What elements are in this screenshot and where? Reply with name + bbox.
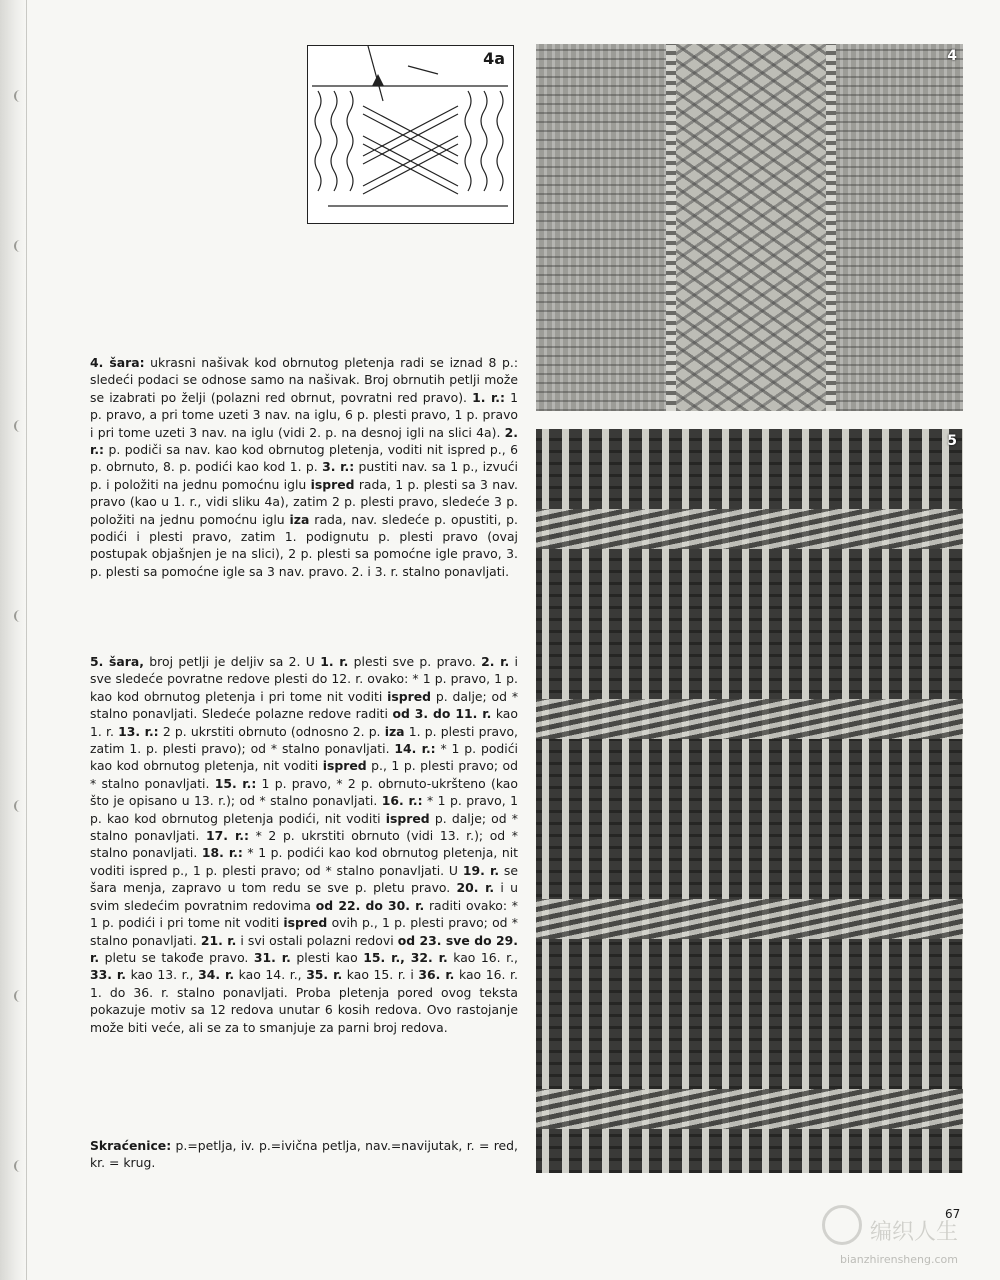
bold-text-run: 1. r. [320,654,349,669]
bold-text-run: 33. r. [90,967,126,983]
watermark-url: bianzhirensheng.com [840,1253,958,1266]
pattern-5-paragraph [90,653,518,1036]
bold-text-run: 35. r. [306,967,343,983]
binding-hole [14,990,24,1002]
text-run: 1 p. pravo, * 2 p. obrnuto-ukršteno (kao što je opisano u 13. r.); od * stalno ponavljati. [90,775,518,809]
text-run: pustiti nav. sa 1 p., izvući p. i položiti na jednu pomoćnu iglu [90,459,518,492]
text-run: ovih p., 1 p. plesti pravo; od * stalno ponavljati. [90,915,518,948]
text-run: pletu se takođe pravo. [99,949,254,965]
bold-text-run: 18. r.: [201,845,243,861]
pattern-4-paragraph [90,354,518,580]
text-run: kao 16. r. 1. do 36. r. stalno ponavljati. Proba pletenja pored ovog teksta pokazuje motiv sa 12 redova unutar 6 kosih redova. Ovo rastojanje može biti veće, ali se za to smanjuje za parni broj redova. [90,967,518,1035]
bold-text-run: od 22. do 30. r. [315,897,425,913]
binding-hole [14,90,24,102]
text-run: kao 15. r. i [342,967,419,983]
binding-hole [14,800,24,812]
bold-text-run: 34. r. [198,967,235,983]
bold-text-run: ispred [322,758,367,774]
diagram-label: 4a [483,49,505,68]
text-run: p.=petlja, iv. p.=ivična petlja, nav.=navijutak, r. = red, kr. = krug. [90,1138,518,1171]
text-run: 1. p. plesti pravo, zatim 1. p. plesti pravo); od * stalno ponavljati. [90,723,518,757]
bold-text-run: 19. r. [462,862,500,878]
bold-text-run: 20. r. [456,880,495,896]
slanted-row-band [536,509,963,549]
bold-text-run: ispred [385,810,430,826]
bold-text-run: 5. šara, [90,654,144,669]
text-run: i u svim sledećim povratnim redovima [90,880,518,913]
bold-text-run: 15. r., 32. r. [363,949,448,965]
knit-sample-photo-5 [536,429,963,1173]
watermark [822,1205,992,1269]
page-number: 67 [945,1207,961,1221]
binding-hole [14,420,24,432]
binding-hole [14,1160,24,1172]
text-run: p. dalje; od * stalno ponavljati. [90,810,518,844]
text-run: kao 16. r., [447,949,518,965]
bold-text-run: 15. r.: [214,775,257,791]
text-run: 2 p. ukrstiti obrnuto (odnosno 2. p. [158,723,385,739]
text-run: plesti sve p. pravo. [348,654,482,669]
text-run: i svi ostali polazni redovi [236,932,398,948]
text-run: i sve sledeće povratne redove plesti do 12. r. ovako: * 1 p. pravo, 1 p. kao kod obrnutog pletenja i pri tome nit voditi [90,654,518,704]
bold-text-run: ispred [387,688,432,704]
binding-hole [14,240,24,252]
text-run: 1 p. pravo, a pri tome uzeti 3 nav. na iglu, 6 p. plesti pravo, 1 p. pravo i pri tome uzeti 3 nav. na iglu (vidi 2. p. na desnoj igli na slici 4a). [90,389,518,440]
slanted-row-band [536,699,963,739]
cable-edge-left [666,44,676,411]
text-run: kao 14. r., [234,967,307,983]
bold-text-run: 21. r. [200,932,237,948]
bold-text-run: 3. r.: [322,459,355,475]
text-run: p. podiči sa nav. kao kod obrnutog pletenja, voditi nit ispred p., 6 p. obrnuto, 8. p. podići kao kod 1. p. [90,442,518,475]
slanted-row-band [536,899,963,939]
bold-text-run: 17. r.: [206,828,249,844]
stitch-diagram-4a [307,45,514,224]
photo-label-4: 4 [947,48,957,64]
page-binding [0,0,27,1280]
bold-text-run: 16. r.: [381,793,423,809]
cable-stitch-texture [676,44,826,411]
bold-text-run: 1. r.: [472,389,505,405]
text-run: kao 13. r., [125,967,199,983]
slanted-row-band [536,1089,963,1129]
photo-label-5: 5 [947,433,957,449]
bold-text-run: ispred [283,915,328,931]
bold-text-run: od 3. do 11. r. [392,706,492,722]
watermark-title: 编织人生 [870,1220,959,1245]
bold-text-run: iza [384,723,405,739]
bold-text-run: 36. r. [418,967,455,983]
text-run: p., 1 p. plesti pravo; od * stalno ponavljati. [90,758,518,791]
text-run: p. dalje; od * stalno ponavljati. Sledeće polazne redove raditi [90,688,519,722]
text-run: ukrasni našivak kod obrnutog pletenja radi se iznad 8 p.: sledeći podaci se odnose samo na našivak. Broj obrnutih petlji može se izabrati po želji (polazni red obrnut, povratni red pravo). [90,355,518,405]
bold-text-run: 13. r.: [118,723,159,739]
text-run: kao 1. r. [90,706,518,739]
stitch-diagram-drawing [308,46,512,222]
bold-text-run: 4. šara: [90,355,145,370]
pattern-5-instructions [90,653,518,1036]
text-run: se šara menja, zapravo u tom redu se sve p. pletu pravo. [90,862,518,896]
text-run: * 2 p. ukrstiti obrnuto (vidi 13. r.); od * stalno ponavljati. [90,828,518,861]
text-run: * 1 p. pravo, 1 p. kao kod obrnutog pletenja podići, nit voditi [90,793,518,826]
bold-text-run: 2. r. [481,654,510,669]
abbreviations [90,1137,518,1172]
knit-sample-photo-4 [536,44,963,411]
text-run: broj petlji je deljiv sa 2. U [143,654,321,669]
abbreviations-paragraph [90,1137,518,1172]
text-run: rada, nav. sledeće p. opustiti, p. podići i plesti pravo, zatim 1. podignutu p. plesti pravo (ovaj postupak objašnjen je na slici), 2 p. plesti sa pomoćne igle pravo, 3. p. plesti sa pomoćne igle sa 3 nav. pravo. 2. i 3. r. stalno ponavljati. [90,511,518,579]
bold-text-run: ispred [310,476,355,492]
text-run: * 1 p. podići kao kod obrnutog pletenja, nit voditi [90,741,518,774]
watermark-logo-icon [822,1205,862,1245]
bold-text-run: 31. r. [253,949,291,965]
pattern-4-instructions [90,354,518,580]
bold-text-run: od 23. sve do 29. r. [90,932,518,965]
text-run: raditi ovako: * 1 p. podići i pri tome nit voditi [90,897,518,931]
bold-text-run: iza [289,511,310,527]
bold-text-run: 2. r.: [90,424,518,458]
binding-hole [14,610,24,622]
text-run: * 1 p. podići kao kod obrnutog pletenja, nit voditi ispred p., 1 p. plesti pravo; od * stalno ponavljati. U [90,845,519,878]
bold-text-run: 14. r.: [394,741,436,757]
text-run: plesti kao [290,949,364,965]
cable-edge-right [826,44,836,411]
bold-text-run: Skraćenice: [90,1138,172,1153]
text-run: rada, 1 p. plesti sa 3 nav. pravo (kao u 1. r., vidi sliku 4a), zatim 2 p. plesti pravo, sledeće 3 p. položiti na jednu pomoćnu iglu [90,476,518,527]
